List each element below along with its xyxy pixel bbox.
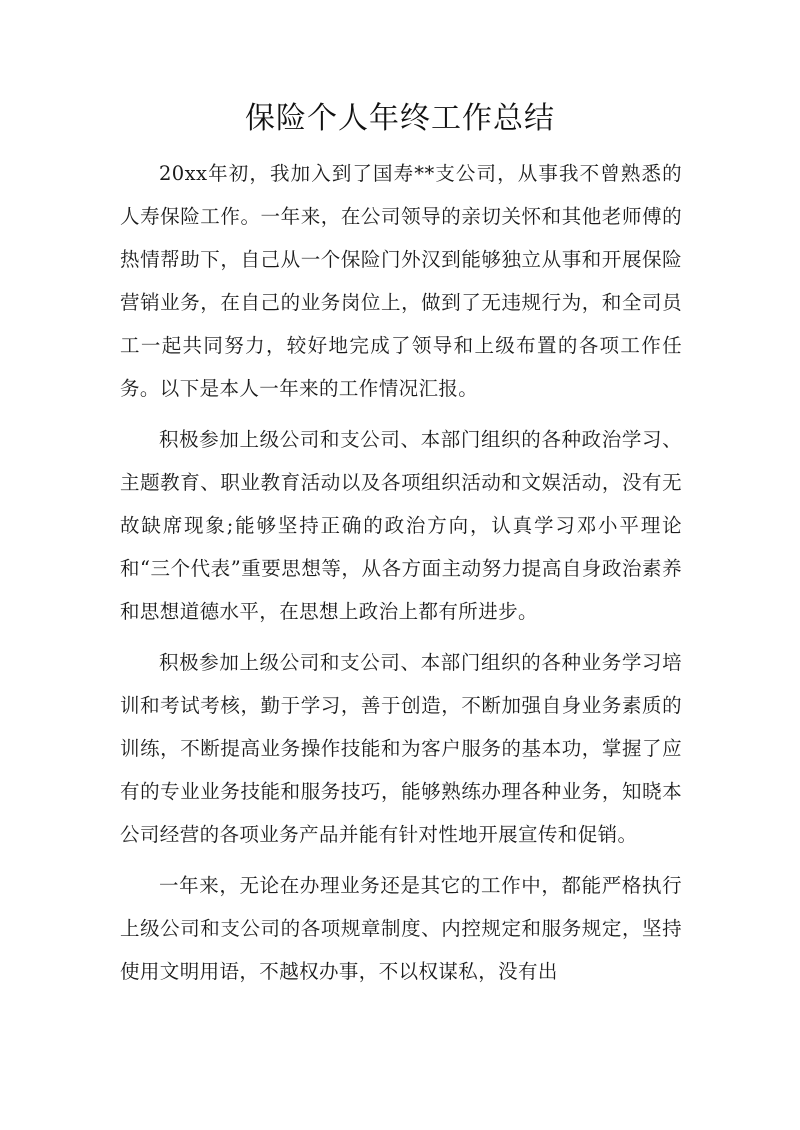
paragraph-political-study: 积极参加上级公司和支公司、本部门组织的各种政治学习、主题教育、职业教育活动以及各项组织活动和文娱活动，没有无故缺席现象;能够坚持正确的政治方向，认真学习邓小平理论和“三个代表”重要思想等，从各方面主动努力提高自身政治素养和思想道德水平，在思想上政治上都有所进步。 <box>120 428 682 623</box>
paragraph-business-training: 积极参加上级公司和支公司、本部门组织的各种业务学习培训和考试考核，勤于学习，善于创造，不断加强自身业务素质的训练，不断提高业务操作技能和为客户服务的基本功，掌握了应有的专业业务技能和服务技巧，能够熟练办理各种业务，知晓本公司经营的各项业务产品并能有针对性地开展宣传和促销。 <box>120 651 682 846</box>
document-body <box>120 152 682 1001</box>
document-title: 保险个人年终工作总结 <box>245 101 555 136</box>
paragraph-intro: 20xx年初，我加入到了国寿**支公司，从事我不曾熟悉的人寿保险工作。一年来，在公司领导的亲切关怀和其他老师傅的热情帮助下，自己从一个保险门外汉到能够独立从事和开展保险营销业务，在自己的业务岗位上，做到了无违规行为，和全司员工一起共同努力，较好地完成了领导和上级布置的各项工作任务。以下是本人一年来的工作情况汇报。 <box>120 162 682 400</box>
paragraph-compliance: 一年来，无论在办理业务还是其它的工作中，都能严格执行上级公司和支公司的各项规章制度、内控规定和服务规定，坚持使用文明用语，不越权办事，不以权谋私，没有出 <box>120 874 682 983</box>
